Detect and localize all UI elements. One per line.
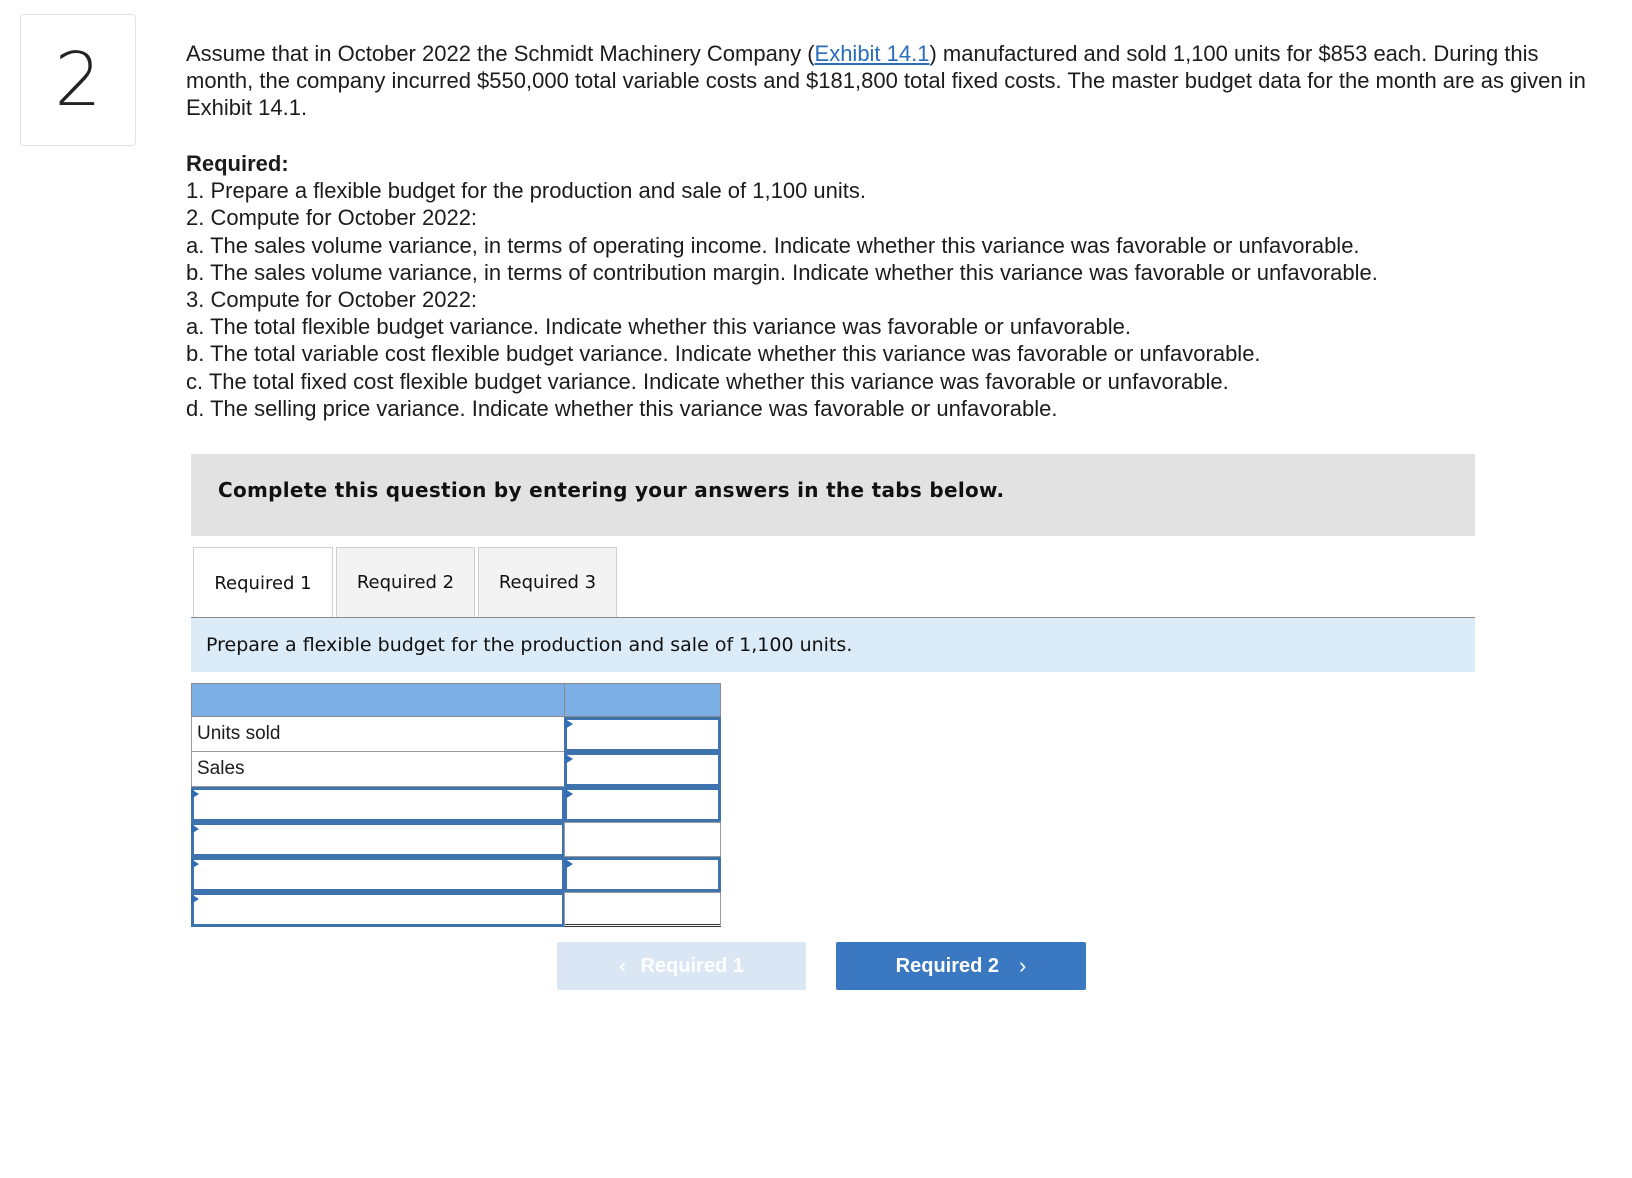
intro-text-end: ) manufactured and sold 1,100 units for $853 each. During this month, the company incurred $550,000 total variable costs and $181,800 total fixed costs. The master budget data for the month are as given in Exhibit 14.1. (186, 41, 1586, 120)
required-line: c. The total fixed cost flexible budget variance. Indicate whether this variance was favorable or unfavorable. (186, 368, 1229, 394)
input-marker-icon (191, 789, 199, 799)
row-label-sales: Sales (191, 752, 565, 787)
input-marker-icon (191, 824, 199, 834)
required-line: 1. Prepare a flexible budget for the production and sale of 1,100 units. (186, 178, 867, 204)
input-marker-icon (565, 719, 573, 729)
previous-button-label: Required 1 (640, 954, 744, 977)
tab-required-1[interactable]: Required 1 (193, 547, 333, 619)
required-line: d. The selling price variance. Indicate whether this variance was favorable or unfavorable. (186, 395, 1058, 421)
chevron-left-icon: ‹ (619, 953, 627, 978)
tab-instruction: Prepare a flexible budget for the production and sale of 1,100 units. (191, 618, 1475, 672)
required-list (186, 150, 1606, 422)
question-intro (186, 40, 1606, 121)
table-header-label (191, 683, 565, 717)
row-6-label-input[interactable] (191, 892, 565, 927)
previous-tab-button[interactable] (557, 942, 806, 990)
exhibit-link[interactable]: Exhibit 14.1 (814, 41, 930, 66)
table-header-value (564, 683, 721, 717)
input-marker-icon (191, 859, 199, 869)
next-tab-button[interactable] (836, 942, 1086, 990)
required-line: a. The total flexible budget variance. Indicate whether this variance was favorable or unfavorable. (186, 314, 1131, 340)
row-label-units-sold: Units sold (191, 717, 565, 752)
sales-input[interactable] (564, 752, 721, 787)
units-sold-input[interactable] (564, 717, 721, 752)
chevron-right-icon: › (1019, 953, 1027, 978)
required-line: a. The sales volume variance, in terms of operating income. Indicate whether this variance was favorable or unfavorable. (186, 232, 1360, 258)
row-4-value-cell (564, 822, 721, 857)
tab-bar (193, 547, 620, 618)
required-title: Required: (186, 151, 289, 176)
row-3-label-input[interactable] (191, 787, 565, 822)
required-line: 2. Compute for October 2022: (186, 205, 478, 231)
tab-required-3[interactable]: Required 3 (478, 547, 617, 618)
input-marker-icon (565, 754, 573, 764)
input-marker-icon (565, 789, 573, 799)
row-6-total-cell (564, 892, 721, 927)
tab-required-2[interactable]: Required 2 (336, 547, 475, 618)
next-button-label: Required 2 (895, 954, 1000, 977)
required-line: 3. Compute for October 2022: (186, 287, 478, 313)
row-4-label-input[interactable] (191, 822, 565, 857)
instructions-banner: Complete this question by entering your answers in the tabs below. (191, 454, 1475, 536)
row-3-value-input[interactable] (564, 787, 721, 822)
input-marker-icon (565, 859, 573, 869)
required-line: b. The sales volume variance, in terms of contribution margin. Indicate whether this variance was favorable or unfavorable. (186, 259, 1378, 285)
intro-text-start: Assume that in October 2022 the Schmidt Machinery Company ( (186, 41, 815, 66)
row-5-value-input[interactable] (564, 857, 721, 892)
row-5-label-input[interactable] (191, 857, 565, 892)
input-marker-icon (191, 894, 199, 904)
required-line: b. The total variable cost flexible budget variance. Indicate whether this variance was favorable or unfavorable. (186, 341, 1261, 367)
question-number: 2 (20, 14, 136, 146)
